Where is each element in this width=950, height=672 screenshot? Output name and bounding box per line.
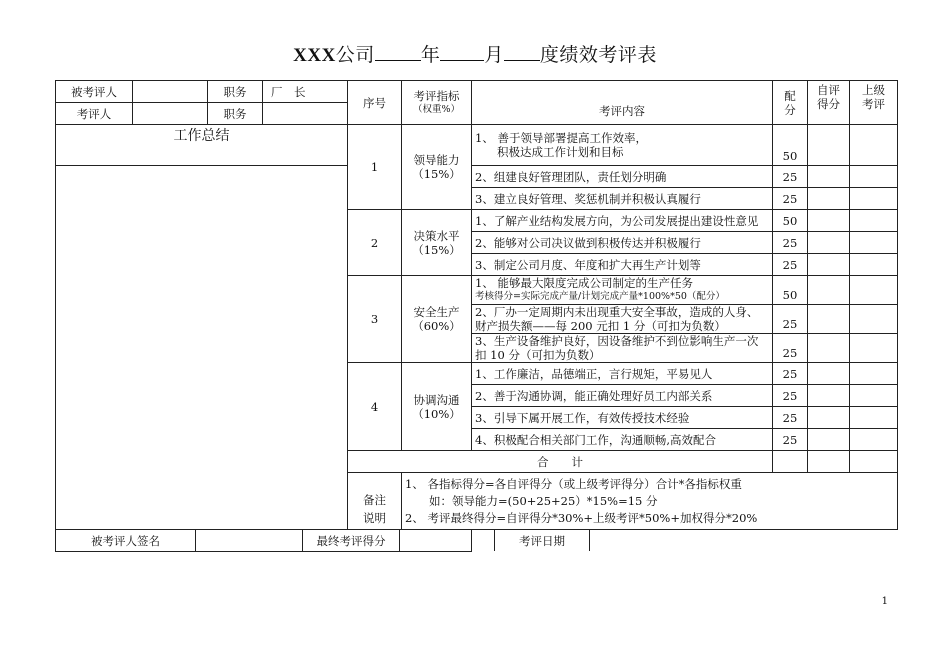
item-content <box>472 385 773 407</box>
evaluatee-label: 被考评人 <box>56 81 133 103</box>
item-text: 3、生产设备维护良好，因设备维护不到位影响生产一次 <box>475 334 759 348</box>
group-seq: 2 <box>348 210 402 276</box>
self-header-l1: 自评 <box>817 83 840 97</box>
content-header: 考评内容 <box>472 81 773 125</box>
date-label: 考评日期 <box>495 530 590 551</box>
item-score: 25 <box>773 429 808 451</box>
self-score-cell[interactable] <box>808 188 850 210</box>
item-content <box>472 188 773 210</box>
superior-score-header <box>850 81 898 125</box>
item-content <box>472 429 773 451</box>
item-text-cont: 财产损失额——每 200 元扣 1 分（可扣为负数） <box>475 319 726 333</box>
superior-score-cell[interactable] <box>850 385 898 407</box>
superior-score-cell[interactable] <box>850 429 898 451</box>
period-blank[interactable] <box>504 42 540 61</box>
item-text: 1、 能够最大限度完成公司制定的生产任务 <box>475 276 693 290</box>
indicator-header <box>402 81 472 125</box>
total-self-cell[interactable] <box>808 451 850 473</box>
self-score-cell[interactable] <box>808 276 850 305</box>
item-score: 25 <box>773 305 808 334</box>
self-score-cell[interactable] <box>808 429 850 451</box>
superior-score-cell[interactable] <box>850 254 898 276</box>
self-score-cell[interactable] <box>808 385 850 407</box>
item-score: 50 <box>773 276 808 305</box>
group-name: 决策水平 <box>413 228 460 243</box>
item-content <box>472 334 773 363</box>
score-header-l2: 分 <box>784 102 796 117</box>
item-content <box>472 125 773 166</box>
item-text: 1、 善于领导部署提高工作效率， <box>475 131 647 145</box>
group-indicator <box>402 125 472 210</box>
item-row <box>56 166 898 188</box>
item-text-cont: 扣 10 分（可扣为负数） <box>475 348 601 362</box>
form-title <box>0 40 950 67</box>
item-text: 3、制定公司月度、年度和扩大再生产计划等 <box>475 257 701 272</box>
item-score: 25 <box>773 363 808 385</box>
superior-score-cell[interactable] <box>850 188 898 210</box>
item-score: 25 <box>773 334 808 363</box>
self-score-cell[interactable] <box>808 254 850 276</box>
group-indicator <box>402 363 472 451</box>
item-text: 1、了解产业结构发展方向，为公司发展提出建设性意见 <box>475 213 759 228</box>
item-text: 3、建立良好管理、奖惩机制并积极认真履行 <box>475 191 701 206</box>
item-score: 25 <box>773 166 808 188</box>
item-score: 25 <box>773 254 808 276</box>
indicator-header-weight: （权重%） <box>412 103 461 115</box>
position-label: 职务 <box>208 81 263 103</box>
item-content <box>472 363 773 385</box>
self-score-cell[interactable] <box>808 210 850 232</box>
note-line-3: 2、 考评最终得分=自评得分*30%+上级考评*50%+加权得分*20% <box>405 510 758 525</box>
final-score-field[interactable] <box>400 530 495 551</box>
evaluator-field[interactable] <box>133 103 208 125</box>
position2-field[interactable] <box>263 103 348 125</box>
item-text-cont: 积极达成工作计划和目标 <box>497 145 624 159</box>
year-blank[interactable] <box>375 42 421 61</box>
evaluatee-field[interactable] <box>133 81 208 103</box>
position-value: 厂 长 <box>263 81 348 103</box>
indicator-header-title: 考评指标 <box>413 88 460 103</box>
work-summary-label: 工作总结 <box>56 125 348 166</box>
group-indicator <box>402 210 472 276</box>
item-score: 25 <box>773 407 808 429</box>
self-score-header <box>808 81 850 125</box>
notes-label-l2: 说明 <box>363 511 386 525</box>
item-text: 2、组建良好管理团队，责任划分明确 <box>475 169 667 184</box>
group-weight: （60%） <box>412 319 461 333</box>
signature-row <box>56 530 898 552</box>
date-field[interactable] <box>590 530 640 551</box>
item-content <box>472 210 773 232</box>
item-score: 25 <box>773 188 808 210</box>
item-text: 2、善于沟通协调，能正确处理好员工内部关系 <box>475 388 713 403</box>
self-score-cell[interactable] <box>808 363 850 385</box>
final-score-label: 最终考评得分 <box>303 530 400 551</box>
group-weight: （15%） <box>412 167 461 181</box>
item-row <box>56 125 898 166</box>
total-label: 合 计 <box>348 451 773 473</box>
sup-header-l1: 上级 <box>862 83 885 97</box>
superior-score-cell[interactable] <box>850 407 898 429</box>
item-text: 2、能够对公司决议做到积极传达并积极履行 <box>475 235 701 250</box>
evaluator-label: 考评人 <box>56 103 133 125</box>
sup-header-l2: 考评 <box>862 97 885 111</box>
item-text-cont: 考核得分=实际完成产量/计划完成产量*100%*50（配分） <box>475 291 725 302</box>
group-seq: 3 <box>348 276 402 363</box>
title-rest: 度绩效考评表 <box>539 44 657 66</box>
item-text: 2、厂办一定周期内未出现重大安全事故，造成的人身、 <box>475 305 759 319</box>
group-seq: 4 <box>348 363 402 451</box>
superior-score-cell[interactable] <box>850 363 898 385</box>
work-summary-field[interactable] <box>56 166 348 530</box>
item-content <box>472 407 773 429</box>
self-score-cell[interactable] <box>808 166 850 188</box>
group-seq: 1 <box>348 125 402 210</box>
title-month: 月 <box>484 44 504 66</box>
signature-label: 被考评人签名 <box>56 530 196 551</box>
month-blank[interactable] <box>440 42 484 61</box>
item-content <box>472 232 773 254</box>
seq-header: 序号 <box>348 81 402 125</box>
group-name: 安全生产 <box>413 305 460 319</box>
item-text: 4、积极配合相关部门工作，沟通顺畅,高效配合 <box>475 432 716 447</box>
title-year: 年 <box>420 44 441 66</box>
superior-score-cell[interactable] <box>850 210 898 232</box>
note-line-1: 1、 各指标得分=各自评得分（或上级考评得分）合计*各指标权重 <box>405 476 742 491</box>
superior-score-cell[interactable] <box>850 232 898 254</box>
group-name: 协调沟通 <box>413 392 460 407</box>
item-text: 3、引导下属开展工作，有效传授技术经验 <box>475 410 690 425</box>
item-score: 25 <box>773 232 808 254</box>
item-score: 50 <box>773 210 808 232</box>
self-score-cell[interactable] <box>808 125 850 166</box>
notes-label <box>348 473 402 530</box>
item-score: 50 <box>773 125 808 166</box>
item-content <box>472 305 773 334</box>
superior-score-cell[interactable] <box>850 276 898 305</box>
notes-content <box>402 473 898 530</box>
self-score-cell[interactable] <box>808 334 850 363</box>
group-name: 领导能力 <box>413 153 460 167</box>
superior-score-cell[interactable] <box>850 334 898 363</box>
signature-cell <box>56 530 565 552</box>
total-superior-cell[interactable] <box>850 451 898 473</box>
notes-label-l1: 备注 <box>363 493 386 507</box>
note-line-2: 如：领导能力=(50+25+25）*15%=15 分 <box>429 493 658 508</box>
item-text: 1、工作廉洁，品德端正，言行规矩，平易见人 <box>475 366 713 381</box>
evaluation-table <box>55 80 898 552</box>
superior-score-cell[interactable] <box>850 305 898 334</box>
signature-table <box>56 530 639 551</box>
self-score-cell[interactable] <box>808 305 850 334</box>
group-weight: （15%） <box>412 242 461 257</box>
self-score-cell[interactable] <box>808 232 850 254</box>
superior-score-cell[interactable] <box>850 125 898 166</box>
group-weight: （10%） <box>412 406 461 421</box>
item-content <box>472 166 773 188</box>
self-header-l2: 得分 <box>817 97 840 111</box>
self-score-cell[interactable] <box>808 407 850 429</box>
signature-field[interactable] <box>196 530 303 551</box>
item-content <box>472 254 773 276</box>
item-content <box>472 276 773 305</box>
page-number: 1 <box>881 596 888 607</box>
score-header <box>773 81 808 125</box>
item-score: 25 <box>773 385 808 407</box>
group-indicator <box>402 276 472 363</box>
score-header-l1: 配 <box>784 88 796 103</box>
position2-label: 职务 <box>208 103 263 125</box>
superior-score-cell[interactable] <box>850 166 898 188</box>
total-score-cell <box>773 451 808 473</box>
title-company-suffix: 公司 <box>335 44 375 66</box>
title-company: XXX <box>293 45 336 66</box>
